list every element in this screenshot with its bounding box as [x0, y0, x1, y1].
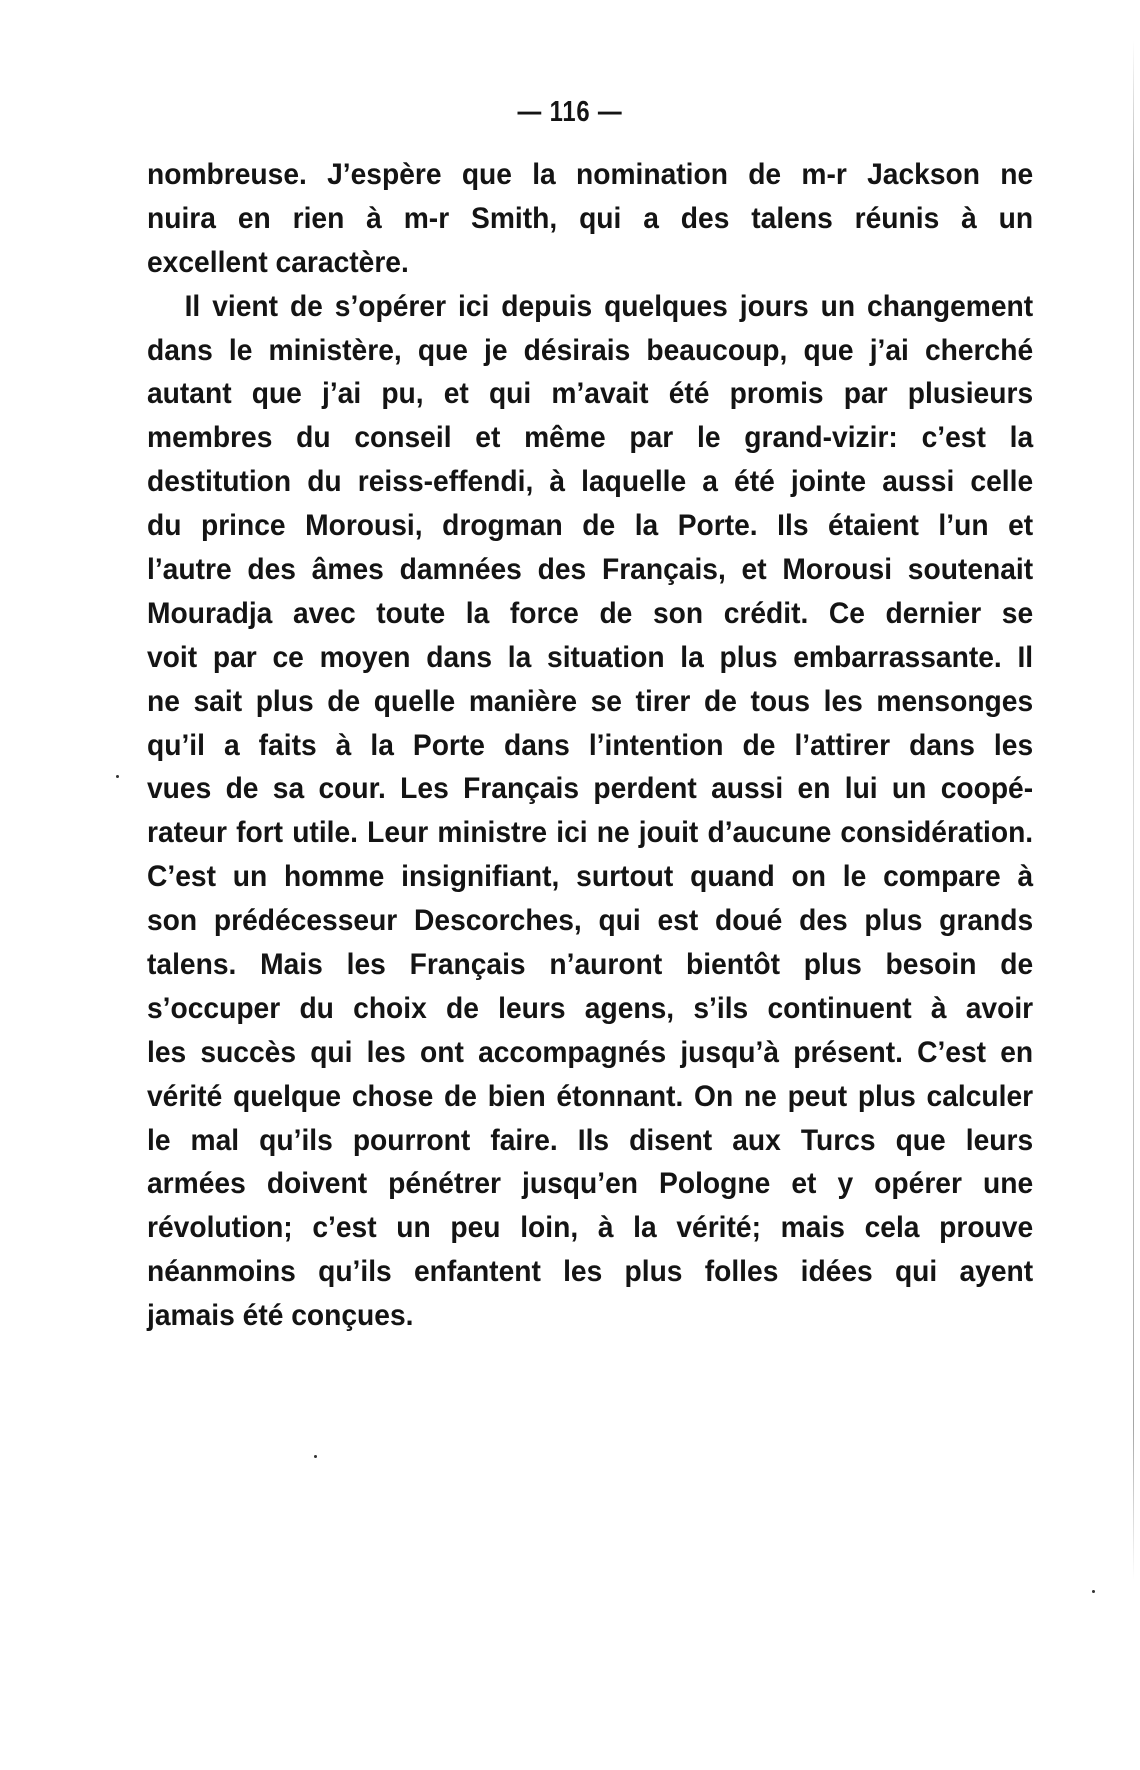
- text-line: nombreuse. J’espère que la nomination de m-r Jackson ne: [147, 158, 1034, 191]
- text-line: révolution; c’est un peu loin, à la vérité; mais cela prouve: [147, 1211, 1034, 1245]
- page-number: — 116 —: [517, 96, 623, 128]
- text-line: dans le ministère, que je désirais beaucoup, que j’ai cherché: [147, 333, 1034, 367]
- scan-speck: [1092, 1590, 1095, 1593]
- text-line: C’est un homme insignifiant, surtout quand on le compare à: [147, 860, 1034, 894]
- text-line: rateur fort utile. Leur ministre ici ne jouit d’aucune considération.: [147, 816, 1034, 850]
- page-edge-line: [1133, 40, 1134, 1580]
- text-line: Mouradja avec toute la force de son crédit. Ce dernier se: [147, 596, 1034, 630]
- text-line: destitution du reiss-effendi, à laquelle a été jointe aussi celle: [147, 465, 1034, 499]
- scan-speck: [314, 1455, 317, 1458]
- body-text: [147, 153, 1033, 1338]
- text-line: membres du conseil et même par le grand-vizir: c’est la: [147, 421, 1034, 455]
- text-line: le mal qu’ils pourront faire. Ils disent aux Turcs que leurs: [147, 1123, 1034, 1157]
- text-line: vues de sa cour. Les Français perdent aussi en lui un coopé-: [147, 772, 1034, 806]
- text-line: vérité quelque chose de bien étonnant. On ne peut plus calculer: [147, 1079, 1034, 1113]
- text-line: autant que j’ai pu, et qui m’avait été promis par plusieurs: [147, 377, 1034, 411]
- scan-speck: [116, 775, 119, 778]
- text-line: jamais été conçues.: [147, 1299, 414, 1333]
- text-line: talens. Mais les Français n’auront bientôt plus besoin de: [147, 948, 1034, 982]
- text-line: voit par ce moyen dans la situation la plus embarrassante. Il: [147, 640, 1034, 674]
- text-line: néanmoins qu’ils enfantent les plus folles idées qui ayent: [147, 1255, 1034, 1289]
- text-line: son prédécesseur Descorches, qui est doué des plus grands: [147, 904, 1034, 938]
- text-line: Il vient de s’opérer ici depuis quelques jours un changement: [184, 289, 1034, 323]
- text-line: l’autre des âmes damnées des Français, et Morousi soutenait: [147, 553, 1034, 587]
- text-line: ne sait plus de quelle manière se tirer de tous les mensonges: [147, 684, 1034, 718]
- text-line: excellent caractère.: [147, 245, 409, 279]
- text-line: qu’il a faits à la Porte dans l’intention de l’attirer dans les: [147, 728, 1034, 762]
- text-line: du prince Morousi, drogman de la Porte. Ils étaient l’un et: [147, 509, 1034, 543]
- text-line: nuira en rien à m-r Smith, qui a des talens réunis à un: [147, 201, 1034, 235]
- text-line: s’occuper du choix de leurs agens, s’ils continuent à avoir: [147, 991, 1034, 1025]
- text-line: les succès qui les ont accompagnés jusqu’à présent. C’est en: [147, 1035, 1034, 1069]
- text-line: armées doivent pénétrer jusqu’en Pologne et y opérer une: [147, 1167, 1034, 1201]
